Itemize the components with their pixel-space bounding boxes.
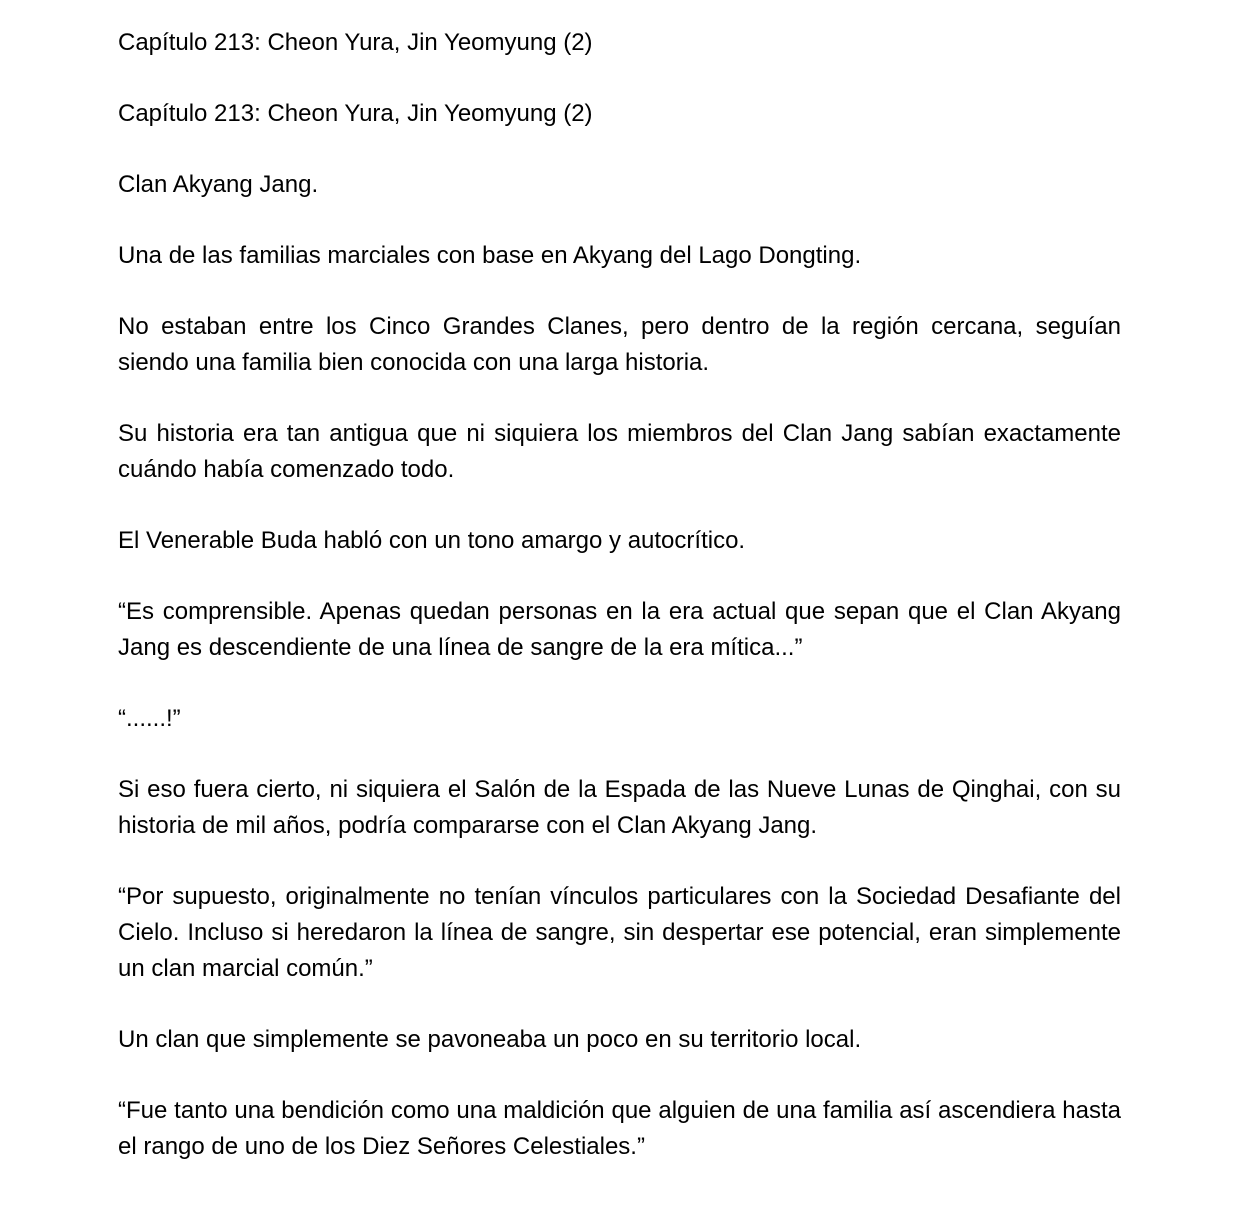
dialogue-paragraph: “Por supuesto, originalmente no tenían vínculos particulares con la Sociedad Desafiante del Cielo. Incluso si heredaron la línea de sangre, sin despertar ese potencial, eran simplemente un clan marcial común.” — [118, 883, 1121, 982]
paragraph: El Venerable Buda habló con un tono amargo y autocrítico. — [118, 527, 746, 554]
paragraph: Una de las familias marciales con base en Akyang del Lago Dongting. — [118, 242, 862, 269]
paragraph: No estaban entre los Cinco Grandes Clanes, pero dentro de la región cercana, seguían siendo una familia bien conocida con una larga historia. — [118, 313, 1121, 376]
paragraph: Si eso fuera cierto, ni siquiera el Salón de la Espada de las Nueve Lunas de Qinghai, con su historia de mil años, podría compararse con el Clan Akyang Jang. — [118, 776, 1121, 839]
paragraph: Su historia era tan antigua que ni siquiera los miembros del Clan Jang sabían exactamente cuándo había comenzado todo. — [118, 420, 1121, 483]
dialogue-paragraph: “Es comprensible. Apenas quedan personas en la era actual que sepan que el Clan Akyang Jang es descendiente de una línea de sangre de la era mítica...” — [118, 598, 1121, 661]
chapter-heading: Capítulo 213: Cheon Yura, Jin Yeomyung (2) — [118, 29, 593, 56]
dialogue-paragraph: “Fue tanto una bendición como una maldición que alguien de una familia así ascendiera hasta el rango de uno de los Diez Señores Celestiales.” — [118, 1097, 1121, 1160]
document-page — [118, 25, 1121, 1200]
dialogue-paragraph: “......!” — [118, 705, 181, 732]
chapter-heading-repeat: Capítulo 213: Cheon Yura, Jin Yeomyung (2) — [118, 100, 593, 127]
paragraph: Clan Akyang Jang. — [118, 171, 319, 198]
paragraph: Un clan que simplemente se pavoneaba un poco en su territorio local. — [118, 1026, 862, 1053]
